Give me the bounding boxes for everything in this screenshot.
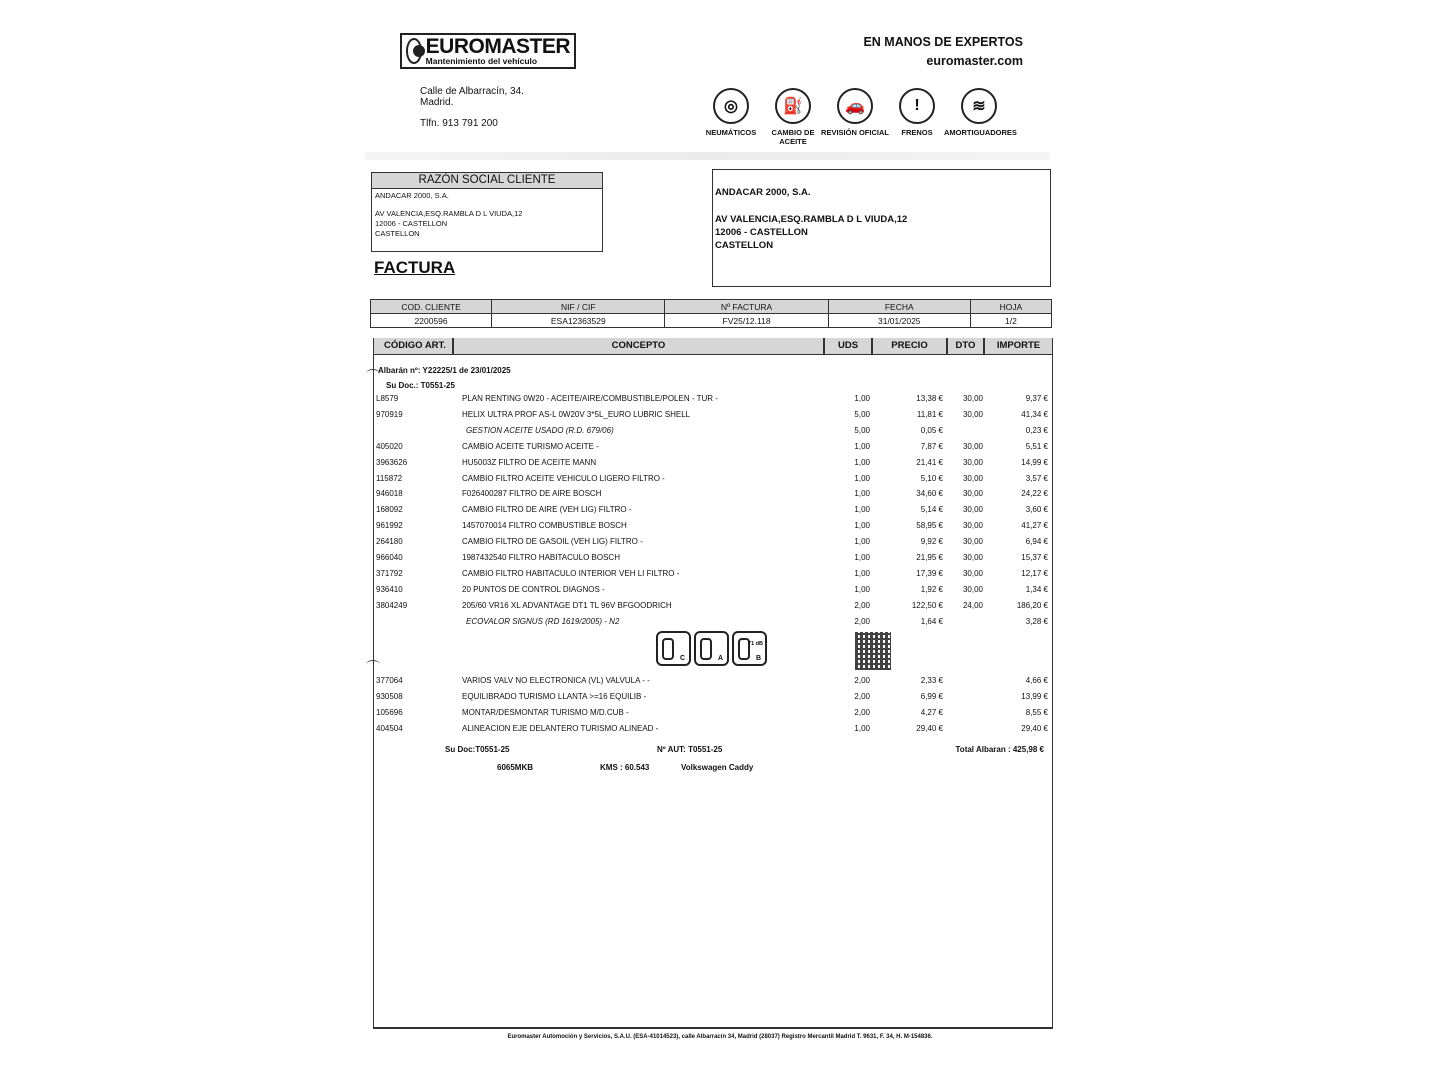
shock-absorber-icon: ≋ [961,88,997,124]
item-discount: 30,00 [962,553,983,562]
item-code: 966040 [376,553,403,562]
item-price: 0,05 € [920,425,943,435]
table-row [0,394,1440,408]
item-amount: 29,40 € [1021,724,1048,733]
item-description: F026400287 FILTRO DE AIRE BOSCH [462,489,602,499]
table-row [0,489,1440,503]
items-table-header [373,338,1053,355]
summary-su-doc: Su Doc:T0551-25 [445,745,510,754]
service-tyres: ◎ NEUMÁTICOS [700,88,762,146]
item-discount: 30,00 [962,441,983,451]
document-title: FACTURA [374,258,456,277]
item-price: 34,60 € [916,489,943,499]
table-row [0,505,1440,519]
item-price: 9,92 € [920,537,943,547]
item-units: 1,00 [854,724,870,733]
car-inspection-icon: 🚗 [837,88,873,124]
col-header-code: CÓDIGO ART. [373,338,453,355]
col-header-dto: DTO [947,338,984,355]
vehicle-kms: KMS : 60.543 [600,763,650,772]
item-description: VARIOS VALV NO ELECTRONICA (VL) VALVULA - - [462,676,650,685]
item-discount: 30,00 [962,473,983,483]
client-box [371,172,603,252]
qr-code [855,632,891,670]
table-row [0,474,1440,488]
oil-change-icon: ⛽ [775,88,811,124]
item-amount: 14,99 € [1021,457,1048,467]
table-row [0,569,1440,583]
tyre-icon: ◎ [713,88,749,124]
table-row [0,676,1440,690]
item-price: 13,38 € [916,394,943,403]
albaran-total: Total Albaran : 425,98 € [955,745,1044,754]
item-code: 405020 [376,441,403,451]
item-price: 122,50 € [911,600,943,610]
table-row [0,601,1440,615]
service-inspection: 🚗 REVISIÓN OFICIAL [824,88,886,146]
meta-header: FECHA [828,300,970,314]
fuel-efficiency-icon: C [656,631,691,666]
item-description: MONTAR/DESMONTAR TURISMO M/D.CUB - [462,708,629,717]
item-price: 1,64 € [920,616,943,626]
item-units: 1,00 [854,505,870,515]
item-description: HU5003Z FILTRO DE ACEITE MANN [462,457,597,467]
item-code: 936410 [376,584,403,594]
company-address: Calle de Albarracín, 34. Madrid. [420,86,524,108]
item-description: GESTION ACEITE USADO (R.D. 679/06) [466,425,614,435]
meta-header: NIF / CIF [492,300,665,314]
item-price: 58,95 € [916,521,943,531]
item-amount: 5,51 € [1025,441,1048,451]
item-discount: 30,00 [962,394,983,403]
item-units: 1,00 [854,537,870,547]
table-row [0,617,1440,631]
item-discount: 30,00 [962,568,983,578]
item-amount: 3,28 € [1025,616,1048,626]
item-amount: 41,27 € [1021,521,1048,531]
summary-n-aut: Nº AUT: T0551-25 [657,745,723,754]
item-amount: 15,37 € [1021,553,1048,562]
item-description: EQUILIBRADO TURISMO LLANTA >=16 EQUILIB - [462,692,647,701]
invoice-meta-table [370,299,1052,328]
item-description: 1987432540 FILTRO HABITACULO BOSCH [462,553,620,562]
item-description: HELIX ULTRA PROF AS-L 0W20V 3*5L_EURO LUBRIC SHELL [462,409,691,419]
item-units: 1,00 [854,584,870,594]
item-price: 5,14 € [920,505,943,515]
item-description: CAMBIO ACEITE TURISMO ACEITE - [462,441,599,451]
item-units: 1,00 [854,568,870,578]
client-province: CASTELLON [375,229,420,238]
item-units: 1,00 [854,457,870,467]
table-row [0,553,1440,567]
client-name: ANDACAR 2000, S.A. [375,191,449,200]
item-amount: 8,55 € [1025,708,1048,717]
company-phone: Tlfn. 913 791 200 [420,118,498,129]
wet-grip-icon: A [694,631,729,666]
recipient-city: 12006 - CASTELLON [715,227,808,238]
item-price: 17,39 € [916,568,943,578]
client-box-heading: RAZÓN SOCIAL CLIENTE [372,173,602,189]
item-code: 3804249 [376,600,408,610]
item-amount: 9,37 € [1025,394,1048,403]
item-code: 930508 [376,692,403,701]
client-code: 2200596 [371,314,492,328]
invoice-date: 31/01/2025 [828,314,970,328]
item-discount: 30,00 [962,537,983,547]
item-amount: 24,22 € [1021,489,1048,499]
col-header-importe: IMPORTE [984,338,1053,355]
item-price: 6,99 € [920,692,943,701]
brand-subtitle: Mantenimiento del vehículo [425,56,538,67]
item-discount: 30,00 [962,489,983,499]
item-amount: 3,60 € [1025,505,1048,515]
service-shocks: ≋ AMORTIGUADORES [948,88,1010,146]
item-price: 21,41 € [916,457,943,467]
item-code: 371792 [376,568,403,578]
item-units: 1,00 [854,473,870,483]
item-units: 1,00 [854,441,870,451]
item-amount: 3,57 € [1025,473,1048,483]
tagline: EN MANOS DE EXPERTOS [863,35,1023,49]
noise-icon: 71 dB B [732,631,767,666]
item-description: 20 PUNTOS DE CONTROL DIAGNOS - [462,584,605,594]
brand-name: EUROMASTER [425,35,570,59]
table-row [0,724,1440,738]
recipient-province: CASTELLON [715,240,774,251]
table-row [0,521,1440,535]
vehicle-plate: 6065MKB [497,763,534,772]
item-amount: 12,17 € [1021,568,1048,578]
table-row [0,458,1440,472]
item-code: 946018 [376,489,403,499]
item-price: 21,95 € [916,553,943,562]
meta-header: HOJA [970,300,1051,314]
item-price: 7,87 € [920,441,943,451]
meta-header: COD. CLIENTE [371,300,492,314]
meta-header: Nº FACTURA [665,300,828,314]
item-units: 2,00 [854,616,870,626]
item-code: 961992 [376,521,403,531]
page-sheet: 1/2 [970,314,1051,328]
client-street: AV VALENCIA,ESQ.RAMBLA D L VIUDA,12 [375,209,523,218]
item-code: 377064 [376,676,403,685]
item-amount: 6,94 € [1025,537,1048,547]
col-header-price: PRECIO [872,338,947,355]
item-amount: 41,34 € [1021,409,1048,419]
item-price: 4,27 € [920,708,943,717]
item-amount: 1,34 € [1025,584,1048,594]
brake-icon: ! [899,88,935,124]
item-discount: 30,00 [962,457,983,467]
item-units: 2,00 [854,692,870,701]
item-code: 404504 [376,724,403,733]
recipient-street: AV VALENCIA,ESQ.RAMBLA D L VIUDA,12 [715,214,908,225]
table-row [0,708,1440,722]
item-discount: 30,00 [962,409,983,419]
item-units: 2,00 [854,676,870,685]
table-row [0,442,1440,456]
vehicle-model: Volkswagen Caddy [681,763,754,772]
table-row [0,692,1440,706]
item-units: 5,00 [854,425,870,435]
euromaster-logo [400,33,576,69]
recipient-name: ANDACAR 2000, S.A. [715,187,811,198]
item-code: 115872 [376,473,403,483]
eu-tyre-label [656,631,767,666]
recipient-box [712,169,1051,287]
item-code: 105696 [376,708,403,717]
item-description: 1457070014 FILTRO COMBUSTIBLE BOSCH [462,521,627,531]
item-units: 2,00 [854,600,870,610]
service-oil: ⛽ CAMBIO DE ACEITE [762,88,824,146]
service-brakes: ! FRENOS [886,88,948,146]
item-description: CAMBIO FILTRO HABITACULO INTERIOR VEH LI FILTRO - [462,568,680,578]
divider-band [365,152,1050,160]
website-link[interactable]: euromaster.com [926,54,1023,68]
item-units: 1,00 [854,489,870,499]
albaran-number: Albarán nº: Y22225/1 de 23/01/2025 [378,366,511,375]
item-description: CAMBIO FILTRO ACEITE VEHICULO LIGERO FILTRO - [462,473,665,483]
item-amount: 0,23 € [1025,425,1048,435]
item-price: 5,10 € [920,473,943,483]
item-units: 1,00 [854,553,870,562]
item-description: CAMBIO FILTRO DE GASOIL (VEH LIG) FILTRO - [462,537,643,547]
item-description: ECOVALOR SIGNUS (RD 1619/2005) - N2 [466,616,620,626]
item-units: 5,00 [854,409,870,419]
item-code: 970919 [376,409,403,419]
item-code: 3963626 [376,457,408,467]
table-row [0,426,1440,440]
item-discount: 30,00 [962,521,983,531]
item-discount: 30,00 [962,584,983,594]
item-units: 1,00 [854,394,870,403]
item-price: 2,33 € [920,676,943,685]
item-discount: 30,00 [962,505,983,515]
col-header-concept: CONCEPTO [453,338,824,355]
invoice-number: FV25/12.118 [665,314,828,328]
item-description: 205/60 VR16 XL ADVANTAGE DT1 TL 96V BFGOODRICH [462,600,672,610]
item-code: L8579 [376,394,399,403]
item-code: 168092 [376,505,403,515]
client-city: 12006 - CASTELLON [375,219,448,228]
item-description: ALINEACION EJE DELANTERO TURISMO ALINEAD - [462,724,659,733]
item-description: CAMBIO FILTRO DE AIRE (VEH LIG) FILTRO - [462,505,632,515]
item-units: 1,00 [854,521,870,531]
item-discount: 24,00 [962,600,983,610]
nif-cif: ESA12363529 [492,314,665,328]
item-description: PLAN RENTING 0W20 - ACEITE/AIRE/COMBUSTIBLE/POLEN - TUR - [462,394,718,403]
item-amount: 4,66 € [1025,676,1048,685]
item-amount: 186,20 € [1016,600,1048,610]
item-price: 11,81 € [916,409,943,419]
item-price: 1,92 € [920,584,943,594]
legal-footer: Euromaster Automoción y Servicios, S.A.U. (ESA-41014523), calle Albarracín 34, Madrid (28037) Registro Mercantil Madrid T. 9631, F. 34, H. M-154836. [507,1034,933,1040]
services-strip [700,88,1017,146]
punch-mark [366,660,380,669]
col-header-uds: UDS [824,338,872,355]
table-row [0,585,1440,599]
table-row [0,537,1440,551]
logo-mark-icon [406,38,422,64]
item-price: 29,40 € [916,724,943,733]
table-row [0,410,1440,424]
item-amount: 13,99 € [1021,692,1048,701]
item-code: 264180 [376,537,403,547]
su-doc: Su Doc.: T0551-25 [386,381,455,390]
item-units: 2,00 [854,708,870,717]
